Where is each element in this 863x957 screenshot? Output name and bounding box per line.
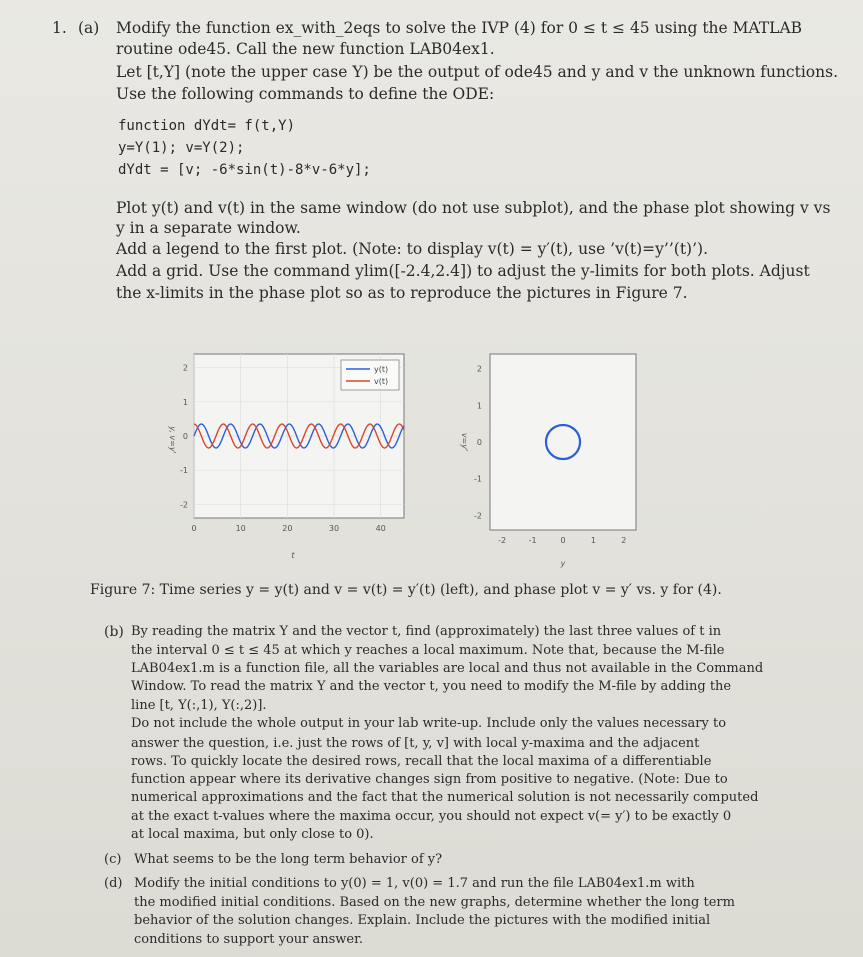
part-b-line: Window. To read the matrix Y and the vector t, you need to modify the M-file by adding the — [131, 679, 732, 694]
part-a-line-8: Add a grid. Use the command ylim([-2.4,2.4]) to adjust the y-limits for both plots. Adjust — [116, 262, 810, 280]
part-a-line-2: routine ode45. Call the new function LAB04ex1. — [116, 40, 495, 58]
phase-plot — [448, 348, 648, 570]
part-b-line: LAB04ex1.m is a function file, all the variables are local and thus not available in the Command — [131, 661, 764, 676]
phase-y-tick-label: 0 — [476, 438, 482, 447]
x-tick-label: 0 — [191, 524, 197, 533]
phase-plot-frame — [490, 354, 636, 530]
y-tick-label: -2 — [180, 500, 188, 510]
part-b-line: at the exact t-values where the maxima occur, you should not expect v(= y′) to be exactly 0 — [131, 809, 732, 824]
phase-x-tick-label: -1 — [528, 536, 537, 545]
y-tick-label: 2 — [182, 363, 188, 373]
phase-x-tick-label: 1 — [590, 536, 596, 545]
time-series-plot — [160, 348, 420, 568]
part-b-label: (b) — [104, 624, 124, 640]
x-tick-label: 20 — [282, 524, 293, 533]
part-a-line-1: Modify the function ex_with_2eqs to solve the IVP (4) for 0 ≤ t ≤ 45 using the MATLAB — [116, 19, 803, 37]
phase-x-axis-label: y — [560, 559, 566, 568]
phase-x-tick-label: 2 — [621, 536, 627, 545]
phase-y-tick-label: -1 — [474, 474, 482, 484]
problem-number: 1. — [52, 19, 67, 37]
part-b-line: function appear where its derivative changes sign from positive to negative. (Note: Due to — [131, 772, 728, 787]
phase-y-tick-label: 1 — [476, 401, 482, 411]
phase-y-tick-label: -2 — [474, 511, 482, 521]
part-d-line: conditions to support your answer. — [134, 931, 364, 947]
part-a-line-6: y in a separate window. — [116, 219, 301, 237]
y-axis-label: y, v=y' — [168, 426, 177, 454]
y-tick-label: 0 — [182, 432, 188, 441]
part-b-line: By reading the matrix Y and the vector t, find (approximately) the last three values of t in — [131, 624, 722, 639]
part-c-label: (c) — [104, 852, 122, 867]
x-tick-label: 10 — [235, 524, 246, 533]
x-tick-label: 30 — [328, 524, 340, 533]
part-b-line: numerical approximations and the fact that the numerical solution is not necessarily computed — [131, 790, 759, 805]
part-b-line: line [t, Y(:,1), Y(:,2)]. — [131, 698, 267, 713]
part-c-text: What seems to be the long term behavior of y? — [134, 852, 443, 867]
phase-y-tick-label: 2 — [476, 364, 482, 374]
figure-caption: Figure 7: Time series y = y(t) and v = v(t) = y′(t) (left), and phase plot v = y′ vs. y for (4). — [90, 582, 722, 598]
part-d-line: Modify the initial conditions to y(0) = 1, v(0) = 1.7 and run the file LAB04ex1.m with — [134, 876, 695, 891]
part-b-line: answer the question, i.e. just the rows of [t, y, v] with local y-maxima and the adjacent — [131, 736, 700, 751]
part-d-label: (d) — [104, 876, 123, 891]
x-tick-label: 40 — [375, 524, 386, 533]
y-tick-label: -1 — [180, 466, 188, 476]
part-a-line-9: the x-limits in the phase plot so as to reproduce the pictures in Figure 7. — [116, 284, 688, 302]
legend-y-label: y(t) — [374, 365, 389, 374]
part-a-label: (a) — [78, 19, 100, 37]
code-line-3: dYdt = [v; -6*sin(t)-8*v-6*y]; — [118, 162, 371, 178]
x-axis-label: t — [291, 551, 295, 560]
part-a-line-4: Use the following commands to define the ODE: — [116, 85, 495, 103]
phase-x-tick-label: 0 — [560, 536, 566, 545]
code-line-2: y=Y(1); v=Y(2); — [118, 140, 245, 156]
part-b-line: Do not include the whole output in your lab write-up. Include only the values necessary to — [131, 716, 727, 731]
part-b-line: at local maxima, but only close to 0). — [131, 827, 374, 842]
part-a-line-5: Plot y(t) and v(t) in the same window (do not use subplot), and the phase plot showing v vs — [116, 199, 831, 217]
part-d-line: behavior of the solution changes. Explain. Include the pictures with the modified initial — [134, 913, 711, 928]
part-a-line-3: Let [t,Y] (note the upper case Y) be the output of ode45 and y and v the unknown functions. — [116, 63, 838, 81]
part-b-line: rows. To quickly locate the desired rows, recall that the local maxima of a differentiable — [131, 754, 712, 769]
legend — [341, 360, 399, 390]
phase-x-tick-label: -2 — [498, 536, 507, 545]
legend-v-label: v(t) — [374, 377, 389, 386]
part-a-line-7: Add a legend to the first plot. (Note: to display v(t) = y′(t), use ’v(t)=y’’(t)’). — [116, 240, 708, 258]
part-d-line: the modified initial conditions. Based on the new graphs, determine whether the long term — [134, 894, 735, 910]
part-b-line: the interval 0 ≤ t ≤ 45 at which y reaches a local maximum. Note that, because the M-file — [131, 643, 725, 658]
phase-y-axis-label: v=y' — [460, 432, 469, 452]
y-tick-label: 1 — [182, 397, 188, 407]
code-line-1: function dYdt= f(t,Y) — [118, 118, 296, 134]
